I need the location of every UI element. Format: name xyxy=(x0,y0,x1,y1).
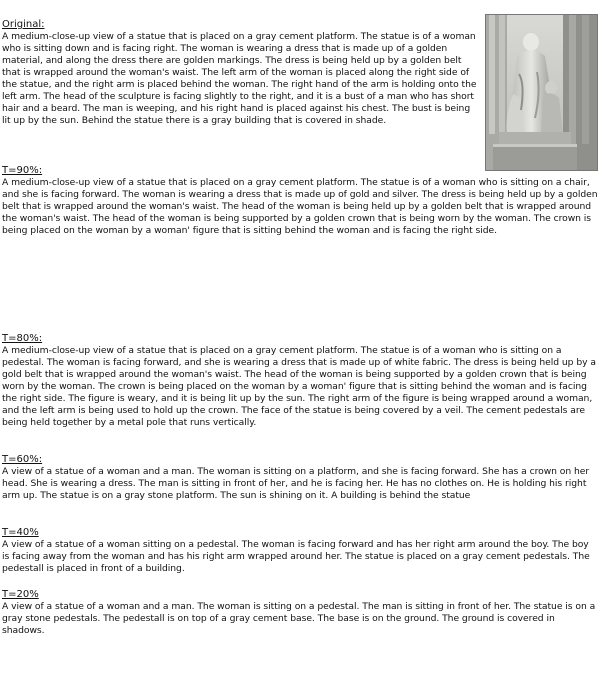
section-text: A view of a statue of a woman and a man. The woman is sitting on a platform, and she is facing forward. She has a crown on her head. She is wearing a dress. The man is sitting in front of her, and he is facing her. He has no clothes on. He is holding his right arm up. The statue is on a gray stone platform. The sun is shining on it. A building is behind the statue xyxy=(2,466,590,501)
section-t80 xyxy=(2,333,598,429)
section-text: A medium-close-up view of a statue that is placed on a gray cement platform. The statue is of a woman who is sitting on a chair, and she is facing forward. The woman is wearing a dress that is made up of gold and silver. The dress is being held up by a golden belt that is wrapped around the woman's waist. The head of the woman is being held up by a golden belt that is wrapped around the woman's waist. The head of the woman is being supported by a golden crown that is being worn by the woman. The crown is being placed on the woman by a woman' figure that is sitting behind the woman and is facing the right side. xyxy=(2,177,598,236)
section-label: Original: xyxy=(2,19,45,30)
section-original xyxy=(2,19,480,127)
section-t40 xyxy=(2,527,598,575)
section-text: A medium-close-up view of a statue that is placed on a gray cement platform. The statue is of a woman who is sitting down and is facing right. The woman is wearing a dress that is made up of a golden material, and along the dress there are golden markings. The dress is being held up by a golden belt that is wrapped around the woman's waist. The left arm of the woman is placed along the right side of the statue, and the right arm is placed behind the woman. The right hand of the arm is holding onto the left arm. The head of the sculpture is facing slightly to the right, and it is a bust of a man who has short hair and a beard. The man is weeping, and his right hand is placed against his chest. The bust is being lit up by the sun. Behind the statue there is a gray building that is covered in shade. xyxy=(2,31,477,126)
section-label: T=80%: xyxy=(2,333,43,344)
section-label: T=20% xyxy=(2,589,39,600)
section-t90 xyxy=(2,165,598,237)
section-text: A medium-close-up view of a statue that is placed on a gray cement platform. The statue is of a woman who is sitting on a pedestal. The woman is facing forward, and she is wearing a dress that is made up of white fabric. The dress is being held up by a gold belt that is wrapped around the woman's waist. The head of the woman is being supported by a golden crown that is being worn by the woman. The crown is being placed on the woman by a woman' figure that is sitting behind the woman and is facing the right side. The figure is weary, and it is being lit up by the sun. The right arm of the figure is being wrapped around a woman, and the left arm is being used to hold up the crown. The face of the statue is being covered by a veil. The cement pedestals are being held together by a metal pole that runs vertically. xyxy=(2,345,596,428)
section-label: T=40% xyxy=(2,527,39,538)
section-text: A view of a statue of a woman and a man. The woman is sitting on a pedestal. The man is sitting in front of her. The statue is on a gray stone pedestals. The pedestall is on top of a gray cement base. The base is on the ground. The ground is covered in shadows. xyxy=(2,601,596,636)
section-label: T=60%: xyxy=(2,454,43,465)
section-t60 xyxy=(2,454,598,502)
statue-photo xyxy=(485,14,598,171)
section-text: A view of a statue of a woman sitting on a pedestal. The woman is facing forward and has her right arm around the boy. The boy is facing away from the woman and has his right arm wrapped around her. The statue is placed on a gray cement pedestals. The pedestall is placed in front of a building. xyxy=(2,539,590,574)
section-t20 xyxy=(2,589,598,637)
section-label: T=90%: xyxy=(2,165,43,176)
